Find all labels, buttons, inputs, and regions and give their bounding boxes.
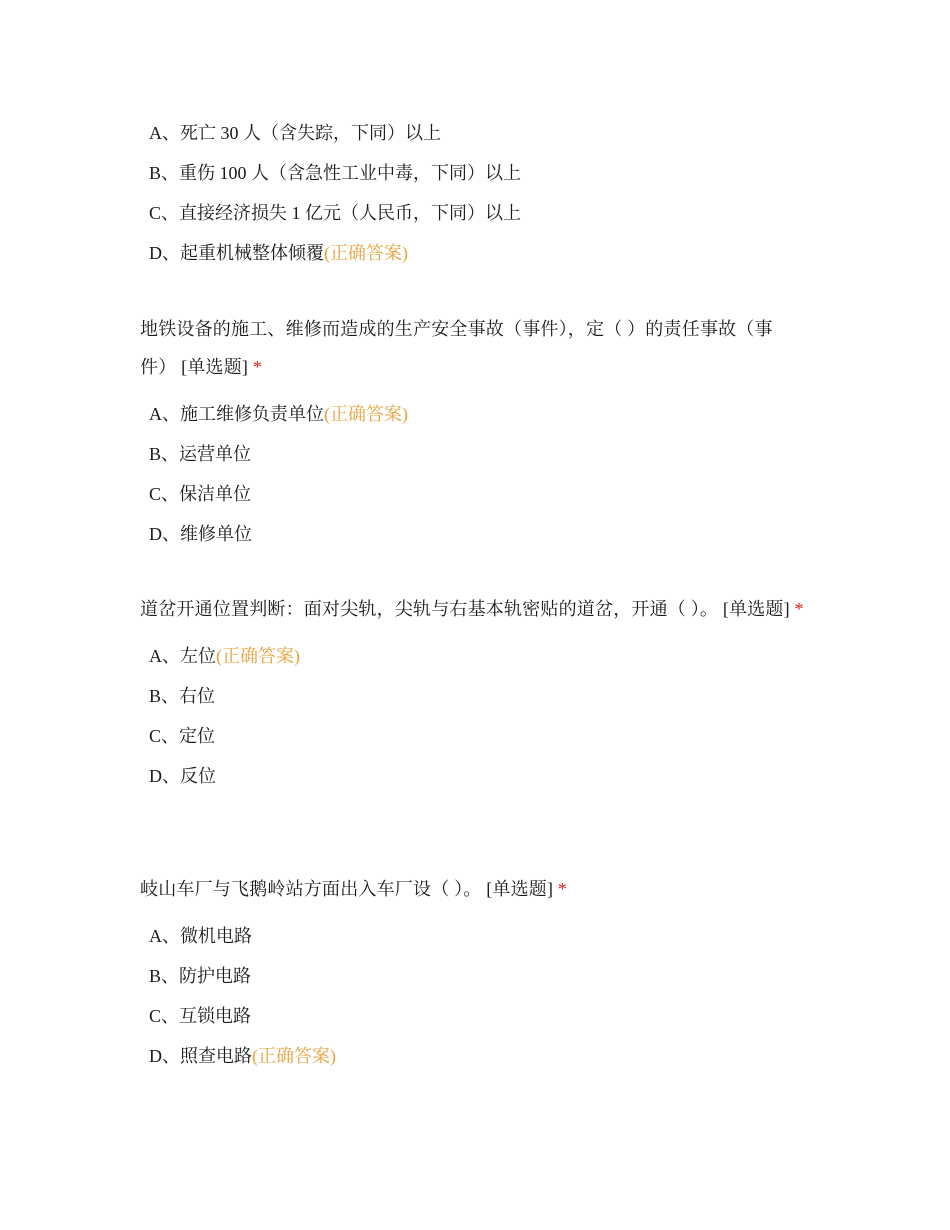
option-a: [140, 394, 805, 434]
option-text: 维修单位: [180, 524, 252, 544]
option-letter: C、: [149, 484, 180, 504]
option-text: 互锁电路: [179, 1006, 252, 1026]
required-marker: *: [252, 357, 263, 377]
question-text: [140, 310, 805, 386]
question-text: [140, 590, 805, 628]
option-text: 定位: [179, 726, 216, 746]
option-letter: D、: [149, 766, 180, 786]
question-type-tag: [单选题]: [486, 879, 554, 899]
option-letter: D、: [149, 524, 180, 544]
option-letter: C、: [149, 203, 180, 223]
option-d: [140, 233, 805, 273]
option-c: [140, 193, 805, 233]
option-a: [140, 113, 805, 153]
option-letter: C、: [149, 1006, 180, 1026]
option-letter: D、: [149, 1046, 180, 1066]
option-c: [140, 474, 805, 514]
option-letter: A、: [149, 926, 180, 946]
option-a: [140, 636, 805, 676]
option-text: 直接经济损失 1 亿元（人民币，下同）以上: [179, 203, 522, 223]
question-stem: 地铁设备的施工、维修而造成的生产安全事故（事件），定（ ）的责任事故（事件）: [140, 319, 773, 377]
option-b: [140, 956, 805, 996]
option-c: [140, 716, 805, 756]
option-letter: A、: [149, 404, 180, 424]
option-text: 照查电路: [180, 1046, 252, 1066]
option-letter: B、: [149, 444, 180, 464]
option-b: [140, 434, 805, 474]
option-text: 保洁单位: [179, 484, 252, 504]
option-c: [140, 996, 805, 1036]
question-type-tag: [单选题]: [722, 599, 790, 619]
option-a: [140, 916, 805, 956]
option-d: [140, 514, 805, 554]
question-2: [140, 310, 805, 554]
question-stem: 岐山车厂与飞鹅岭站方面出入车厂设（ ）。: [140, 879, 482, 899]
option-letter: D、: [149, 243, 180, 263]
option-text: 防护电路: [179, 966, 252, 986]
option-text: 起重机械整体倾覆: [180, 243, 324, 263]
option-text: 运营单位: [179, 444, 252, 464]
option-letter: B、: [149, 163, 180, 183]
question-type-tag: [单选题]: [181, 357, 249, 377]
correct-answer-tag: (正确答案): [324, 404, 408, 424]
option-letter: B、: [149, 966, 180, 986]
question-1: [140, 113, 805, 273]
question-stem: 道岔开通位置判断：面对尖轨，尖轨与右基本轨密贴的道岔，开通（ ）。: [140, 599, 719, 619]
option-b: [140, 153, 805, 193]
option-d: [140, 1036, 805, 1076]
required-marker: *: [794, 599, 804, 619]
option-text: 死亡 30 人（含失踪，下同）以上: [180, 123, 441, 143]
correct-answer-tag: (正确答案): [324, 243, 408, 263]
option-letter: A、: [149, 646, 180, 666]
correct-answer-tag: (正确答案): [216, 646, 300, 666]
option-text: 重伤 100 人（含急性工业中毒，下同）以上: [179, 163, 522, 183]
correct-answer-tag: (正确答案): [252, 1046, 336, 1066]
question-3: [140, 590, 805, 796]
option-text: 微机电路: [180, 926, 252, 946]
option-text: 反位: [180, 766, 216, 786]
option-text: 右位: [179, 686, 216, 706]
option-b: [140, 676, 805, 716]
option-d: [140, 756, 805, 796]
option-letter: B、: [149, 686, 180, 706]
question-4: [140, 870, 805, 1076]
option-letter: A、: [149, 123, 180, 143]
question-text: [140, 870, 805, 908]
option-text: 施工维修负责单位: [180, 404, 324, 424]
option-letter: C、: [149, 726, 180, 746]
required-marker: *: [557, 879, 568, 899]
option-text: 左位: [180, 646, 216, 666]
